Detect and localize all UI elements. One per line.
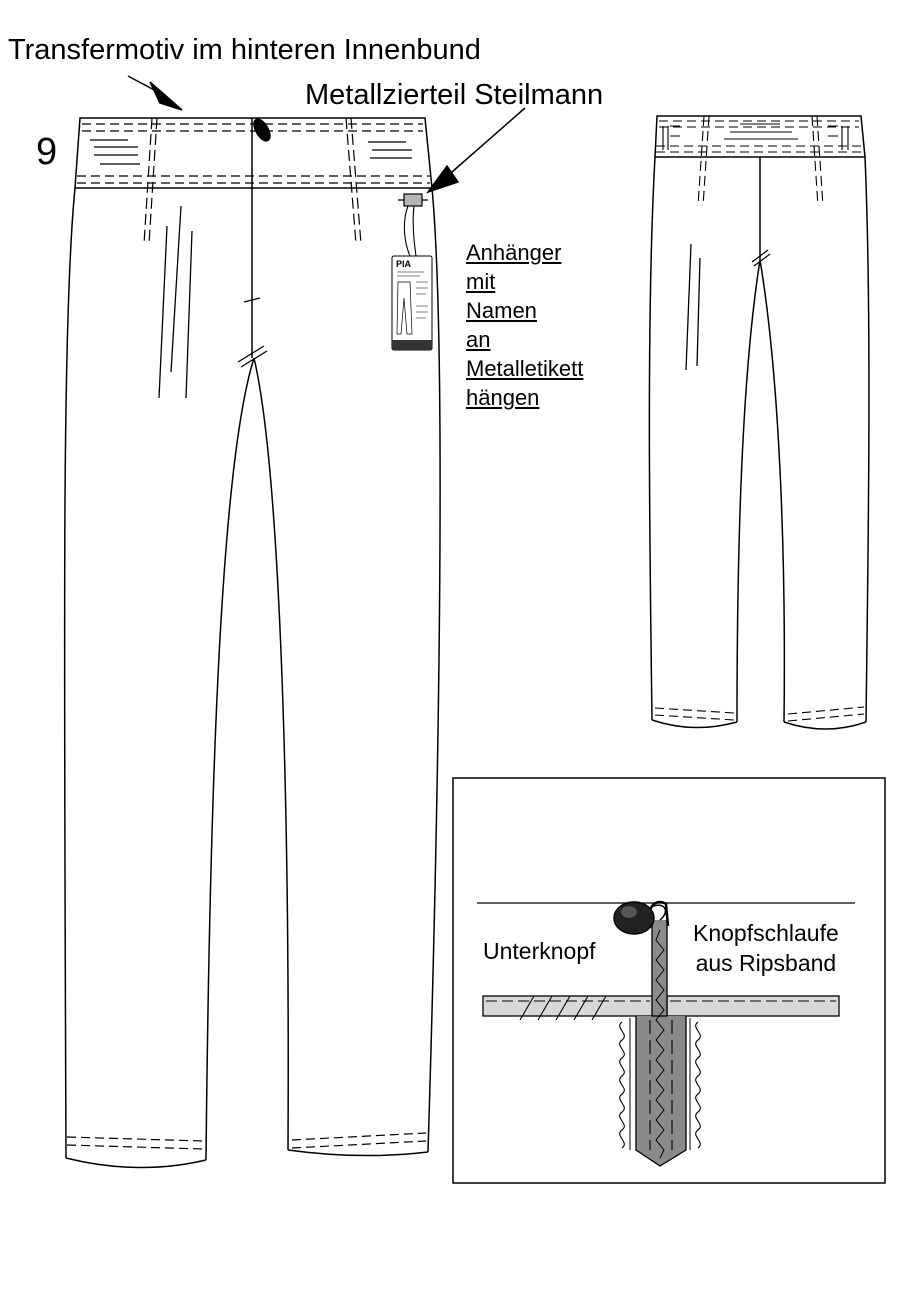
hangtag-note-line: an	[466, 327, 491, 352]
under-button-icon	[614, 902, 654, 934]
label-button-loop	[693, 918, 839, 978]
hangtag-brand: PIA	[396, 259, 412, 269]
label-button-loop-line2: aus Ripsband	[695, 950, 837, 976]
front-waistband	[75, 118, 432, 188]
callout-metal-part: Metallzierteil Steilmann	[305, 79, 604, 111]
hangtag-note-line: Namen	[466, 298, 537, 323]
hangtag-note	[466, 238, 583, 412]
waistband-button	[251, 117, 273, 144]
hangtag-note-line: Anhänger	[466, 240, 562, 265]
detail-view	[453, 778, 885, 1183]
callout-transfer-motif: Transfermotiv im hinteren Innenbund	[8, 34, 481, 66]
hangtag-note-line: mit	[466, 269, 496, 294]
hangtag-card	[392, 256, 432, 350]
arrow-head-transfer	[150, 82, 182, 110]
label-button-loop-line1: Knopfschlaufe	[693, 920, 839, 946]
label-under-button: Unterknopf	[483, 938, 596, 964]
metal-label	[404, 194, 422, 206]
hangtag-note-line: hängen	[466, 385, 540, 410]
hangtag-assembly	[392, 194, 432, 350]
grosgrain-band	[636, 1016, 686, 1166]
front-trousers-view	[65, 117, 441, 1168]
back-trousers-view	[649, 116, 869, 729]
hangtag-note-line: Metalletikett	[466, 356, 584, 381]
figure-number: 9	[36, 131, 58, 173]
